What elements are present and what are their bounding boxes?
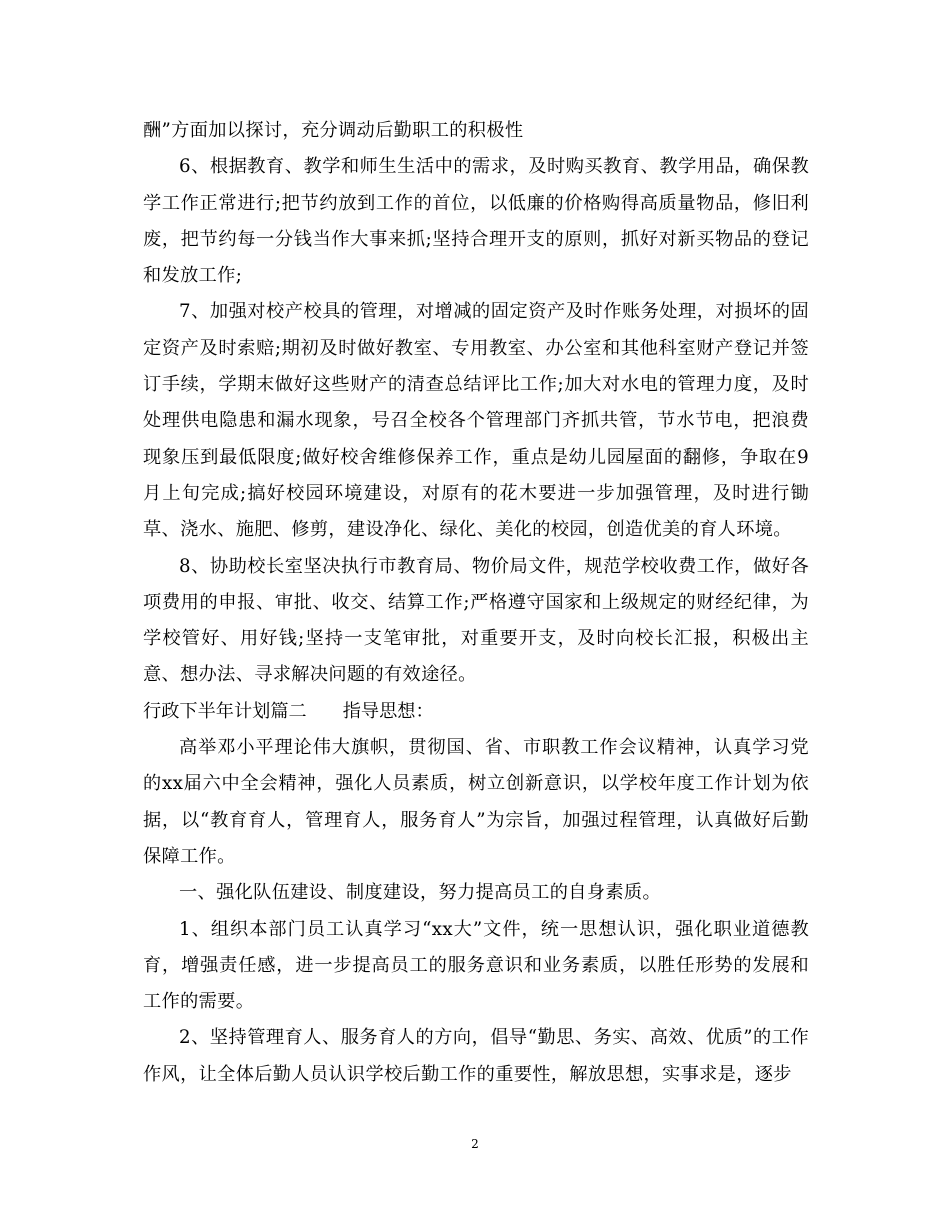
paragraph-guiding-thought: 高举邓小平理论伟大旗帜，贯彻国、省、市职教工作会议精神，认真学习党的xx届六中全会精神，强化人员素质，树立创新意识，以学校年度工作计划为依据，以“教育育人，管理育人，服务育人”为宗旨，加强过程管理，认真做好后勤保障工作。 — [143, 737, 809, 867]
page-number: 2 — [471, 1137, 479, 1151]
paragraph-continuation: 酬”方面加以探讨，充分调动后勤职工的积极性 — [143, 120, 524, 141]
document-body — [143, 113, 809, 1093]
paragraph-item-1: 1、组织本部门员工认真学习“xx大”文件，统一思想认识，强化职业道德教育，增强责任感，进一步提高员工的服务意识和业务素质，以胜任形势的发展和工作的需要。 — [143, 918, 809, 1013]
paragraph-section-one: 一、强化队伍建设、制度建设，努力提高员工的自身素质。 — [179, 882, 661, 904]
paragraph-item-6: 6、根据教育、教学和师生生活中的需求，及时购买教育、教学用品，确保教学工作正常进行;把节约放到工作的首位，以低廉的价格购得高质量物品，修旧利废，把节约每一分钱当作大事来抓;坚持合理开支的原则，抓好对新买物品的登记和发放工作; — [143, 156, 809, 287]
section-heading — [143, 694, 809, 730]
section-subtitle: 指导思想： — [342, 700, 434, 722]
paragraph-item-8: 8、协助校长室坚决执行市教育局、物价局文件，规范学校收费工作，做好各项费用的申报、审批、收交、结算工作;严格遵守国家和上级规定的财经纪律，为学校管好、用好钱;坚持一支笔审批，对重要开支，及时向校长汇报，积极出主意、想办法、寻求解决问题的有效途径。 — [143, 555, 809, 686]
section-title: 行政下半年计划篇二 — [143, 700, 307, 722]
paragraph-item-2: 2、坚持管理育人、服务育人的方向，倡导“勤思、务实、高效、优质”的工作作风，让全体后勤人员认识学校后勤工作的重要性，解放思想，实事求是，逐步 — [143, 1027, 809, 1085]
paragraph-item-7: 7、加强对校产校具的管理，对增减的固定资产及时作账务处理，对损坏的固定资产及时索赔;期初及时做好教室、专用教室、办公室和其他科室财产登记并签订手续，学期末做好这些财产的清查总结评比工作;加大对水电的管理力度，及时处理供电隐患和漏水现象，号召全校各个管理部门齐抓共管，节水节电，把浪费现象压到最低限度;做好校舍维修保养工作，重点是幼儿园屋面的翻修，争取在9月上旬完成;搞好校园环境建设，对原有的花木要进一步加强管理，及时进行锄草、浇水、施肥、修剪，建设净化、绿化、美化的校园，创造优美的育人环境。 — [143, 301, 809, 541]
